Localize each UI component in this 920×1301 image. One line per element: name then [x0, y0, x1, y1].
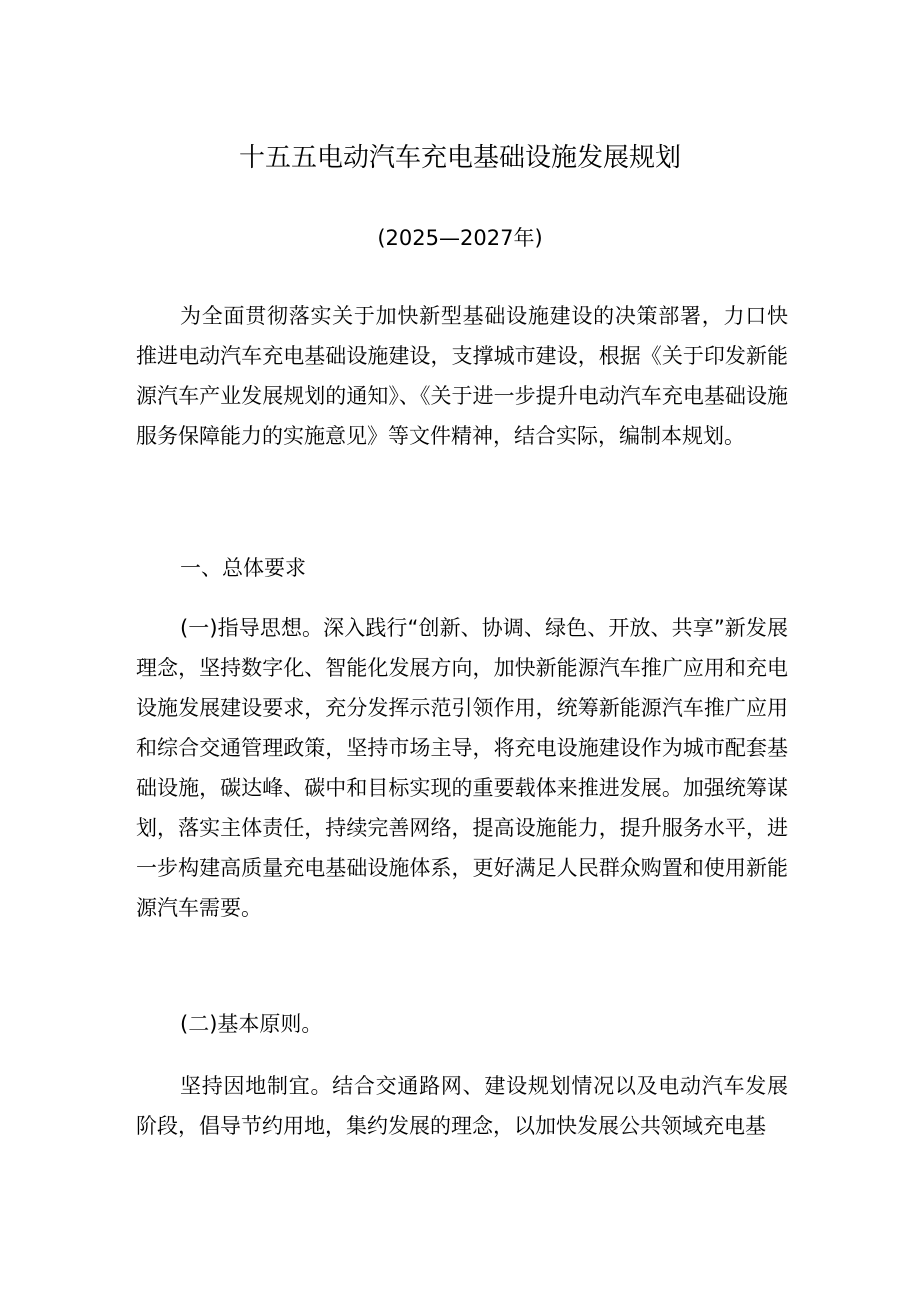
- principle-paragraph: 坚持因地制宜。结合交通路网、建设规划情况以及电动汽车发展阶段，倡导节约用地，集约发展的理念，以加快发展公共领域充电基: [136, 1074, 788, 1138]
- basic-principles-heading: (二)基本原则。: [180, 1012, 323, 1036]
- guiding-thought-paragraph: (一)指导思想。深入践行“创新、协调、绿色、开放、共享”新发展理念，坚持数字化、智能化发展方向，加快新能源汽车推广应用和充电设施发展建设要求，充分发挥示范引领作用，统筹新能源汽车推广应用和综合交通管理政策，坚持市场主导，将充电设施建设作为城市配套基础设施，碳达峰、碳中和目标实现的重要载体来推进发展。加强统筹谋划，落实主体责任，持续完善网络，提高设施能力，提升服务水平，进一步构建高质量充电基础设施体系，更好满足人民群众购置和使用新能源汽车需要。: [136, 616, 788, 920]
- document-title: 十五五电动汽车充电基础设施发展规划: [238, 143, 681, 173]
- document-subtitle: (2025—2027年): [377, 226, 543, 250]
- section-heading-general-requirements: 一、总体要求: [180, 556, 306, 580]
- intro-paragraph: 为全面贯彻落实关于加快新型基础设施建设的决策部署，力口快推进电动汽车充电基础设施建设，支撑城市建设，根据《关于印发新能源汽车产业发展规划的通知》、《关于进一步提升电动汽车充电基础设施服务保障能力的实施意见》等文件精神，结合实际，编制本规划。: [136, 304, 788, 448]
